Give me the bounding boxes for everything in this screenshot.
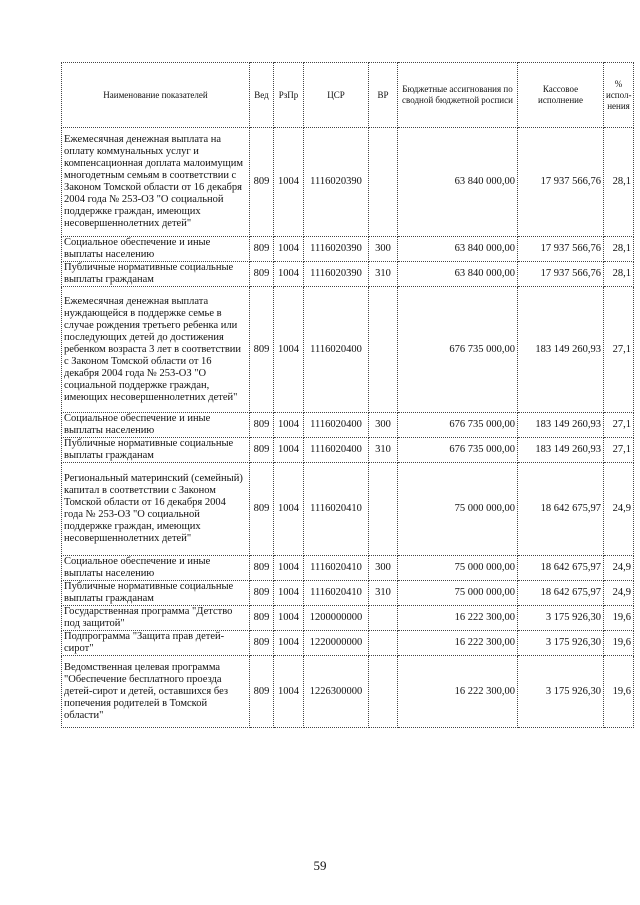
cell-name: Публичные нормативные социальные выплаты гражданам: [62, 262, 250, 287]
cell-name: Подпрограмма "Защита прав детей-сирот": [62, 631, 250, 656]
cell-name: Социальное обеспечение и иные выплаты населению: [62, 237, 250, 262]
cell-vr: [369, 128, 398, 237]
cell-percent: 27,1: [604, 438, 634, 463]
table-row: [62, 287, 634, 413]
cell-ved: 809: [250, 556, 274, 581]
header-name: Наименование показателей: [62, 63, 250, 128]
cell-csr: 1220000000: [304, 631, 369, 656]
table-row: [62, 262, 634, 287]
cell-vr: [369, 631, 398, 656]
cell-csr: 1200000000: [304, 606, 369, 631]
cell-cash: 17 937 566,76: [518, 128, 604, 237]
cell-rzpr: 1004: [274, 631, 304, 656]
cell-csr: 1116020410: [304, 463, 369, 556]
cell-rzpr: 1004: [274, 413, 304, 438]
cell-percent: 28,1: [604, 237, 634, 262]
cell-cash: 18 642 675,97: [518, 556, 604, 581]
cell-budget: 63 840 000,00: [398, 237, 518, 262]
cell-percent: 24,9: [604, 556, 634, 581]
cell-csr: 1116020400: [304, 287, 369, 413]
cell-cash: 17 937 566,76: [518, 237, 604, 262]
table-row: [62, 438, 634, 463]
cell-rzpr: 1004: [274, 237, 304, 262]
cell-vr: 310: [369, 262, 398, 287]
cell-rzpr: 1004: [274, 556, 304, 581]
cell-ved: 809: [250, 631, 274, 656]
cell-percent: 24,9: [604, 463, 634, 556]
cell-cash: 18 642 675,97: [518, 581, 604, 606]
table-row: [62, 556, 634, 581]
budget-execution-table: [61, 62, 634, 728]
budget-table-sheet: [61, 62, 632, 728]
header-ved: Вед: [250, 63, 274, 128]
cell-vr: 310: [369, 438, 398, 463]
cell-budget: 63 840 000,00: [398, 128, 518, 237]
cell-vr: 300: [369, 413, 398, 438]
cell-cash: 3 175 926,30: [518, 631, 604, 656]
cell-csr: 1116020400: [304, 413, 369, 438]
cell-ved: 809: [250, 438, 274, 463]
header-budget: Бюджетные ассигнования по сводной бюджетной росписи: [398, 63, 518, 128]
cell-csr: 1116020410: [304, 556, 369, 581]
cell-percent: 28,1: [604, 128, 634, 237]
cell-csr: 1116020390: [304, 237, 369, 262]
cell-ved: 809: [250, 128, 274, 237]
cell-cash: 183 149 260,93: [518, 287, 604, 413]
cell-cash: 17 937 566,76: [518, 262, 604, 287]
cell-budget: 75 000 000,00: [398, 556, 518, 581]
page-number: 59: [313, 858, 327, 873]
cell-ved: 809: [250, 463, 274, 556]
cell-rzpr: 1004: [274, 128, 304, 237]
cell-ved: 809: [250, 262, 274, 287]
cell-ved: 809: [250, 237, 274, 262]
cell-vr: [369, 463, 398, 556]
cell-rzpr: 1004: [274, 262, 304, 287]
cell-rzpr: 1004: [274, 656, 304, 728]
cell-percent: 27,1: [604, 287, 634, 413]
table-row: [62, 128, 634, 237]
header-rzpr: РзПр: [274, 63, 304, 128]
cell-cash: 183 149 260,93: [518, 438, 604, 463]
cell-budget: 16 222 300,00: [398, 631, 518, 656]
cell-ved: 809: [250, 413, 274, 438]
cell-cash: 183 149 260,93: [518, 413, 604, 438]
table-header-row: [62, 63, 634, 128]
table-row: [62, 237, 634, 262]
cell-budget: 676 735 000,00: [398, 413, 518, 438]
cell-vr: 300: [369, 237, 398, 262]
cell-ved: 809: [250, 287, 274, 413]
cell-vr: [369, 287, 398, 413]
cell-csr: 1116020410: [304, 581, 369, 606]
table-row: [62, 581, 634, 606]
cell-name: Ежемесячная денежная выплата на оплату коммунальных услуг и компенсационная доплата малоимущим многодетным семьям в соответствии с Законом Томской области от 16 декабря 2004 года № 253-ОЗ "О социальной поддержке граждан, имеющих несовершеннолетних детей": [62, 128, 250, 237]
header-cash: Кассовое исполнение: [518, 63, 604, 128]
cell-cash: 3 175 926,30: [518, 656, 604, 728]
cell-name: Государственная программа "Детство под защитой": [62, 606, 250, 631]
cell-vr: [369, 606, 398, 631]
header-vr: ВР: [369, 63, 398, 128]
table-row: [62, 413, 634, 438]
cell-vr: [369, 656, 398, 728]
cell-name: Социальное обеспечение и иные выплаты населению: [62, 413, 250, 438]
cell-vr: 310: [369, 581, 398, 606]
cell-budget: 676 735 000,00: [398, 287, 518, 413]
cell-ved: 809: [250, 656, 274, 728]
cell-percent: 19,6: [604, 606, 634, 631]
cell-rzpr: 1004: [274, 606, 304, 631]
cell-budget: 16 222 300,00: [398, 656, 518, 728]
cell-name: Ведомственная целевая программа "Обеспечение бесплатного проезда детей-сирот и детей, оставшихся без попечения родителей в Томской области": [62, 656, 250, 728]
cell-name: Региональный материнский (семейный) капитал в соответствии с Законом Томской области от 16 декабря 2004 года № 253-ОЗ "О социальной поддержке граждан, имеющих несовершеннолетних детей": [62, 463, 250, 556]
cell-budget: 16 222 300,00: [398, 606, 518, 631]
table-row: [62, 463, 634, 556]
cell-csr: 1226300000: [304, 656, 369, 728]
cell-vr: 300: [369, 556, 398, 581]
cell-budget: 75 000 000,00: [398, 581, 518, 606]
cell-percent: 24,9: [604, 581, 634, 606]
cell-rzpr: 1004: [274, 581, 304, 606]
table-row: [62, 656, 634, 728]
cell-name: Ежемесячная денежная выплата нуждающейся в поддержке семье в случае рождения третьего ребенка или последующих детей до достижения ребенком возраста 3 лет в соответствии с Законом Томской области от 16 декабря 2004 года № 253-ОЗ "О социальной поддержке граждан, имеющих несовершеннолетних детей": [62, 287, 250, 413]
cell-budget: 63 840 000,00: [398, 262, 518, 287]
cell-percent: 19,6: [604, 656, 634, 728]
cell-percent: 19,6: [604, 631, 634, 656]
cell-rzpr: 1004: [274, 463, 304, 556]
cell-csr: 1116020390: [304, 262, 369, 287]
cell-ved: 809: [250, 606, 274, 631]
cell-cash: 18 642 675,97: [518, 463, 604, 556]
cell-rzpr: 1004: [274, 438, 304, 463]
cell-name: Публичные нормативные социальные выплаты гражданам: [62, 581, 250, 606]
cell-budget: 75 000 000,00: [398, 463, 518, 556]
cell-percent: 27,1: [604, 413, 634, 438]
header-percent: % испол-нения: [604, 63, 634, 128]
cell-name: Социальное обеспечение и иные выплаты населению: [62, 556, 250, 581]
table-row: [62, 631, 634, 656]
cell-csr: 1116020400: [304, 438, 369, 463]
cell-csr: 1116020390: [304, 128, 369, 237]
cell-percent: 28,1: [604, 262, 634, 287]
cell-name: Публичные нормативные социальные выплаты гражданам: [62, 438, 250, 463]
cell-rzpr: 1004: [274, 287, 304, 413]
cell-budget: 676 735 000,00: [398, 438, 518, 463]
table-row: [62, 606, 634, 631]
cell-ved: 809: [250, 581, 274, 606]
header-csr: ЦСР: [304, 63, 369, 128]
cell-cash: 3 175 926,30: [518, 606, 604, 631]
